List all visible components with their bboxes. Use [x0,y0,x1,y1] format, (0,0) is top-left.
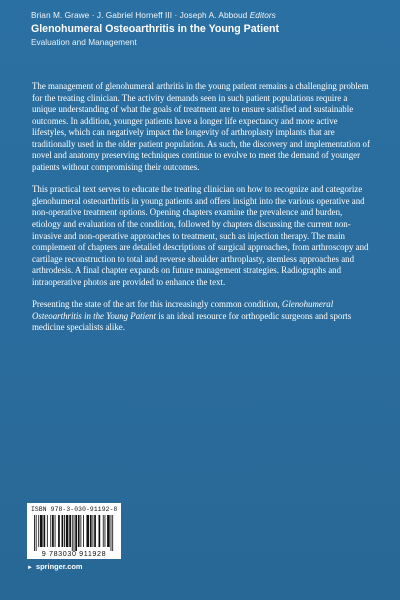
barcode-bar [94,515,96,547]
blurb-book-title: Glenohumeral Osteoarthritis in the Young Patient [32,299,334,321]
editor-separator: · [174,10,178,20]
barcode-bar [62,515,64,547]
editor-separator: · [91,10,95,20]
barcode-bar [66,515,69,547]
book-subtitle: Evaluation and Management [31,37,137,47]
blurb-paragraph-3-start: Presenting the state of the art for this increasingly common condition, [32,299,282,310]
barcode-bar [83,515,84,547]
barcode-bar [107,515,110,547]
barcode-bar [43,515,45,547]
barcode-bar [52,515,54,547]
barcode-bar [78,515,80,547]
barcode-bar [99,515,101,547]
barcode-bar [40,515,43,547]
barcode-bar [38,515,39,547]
editors-line [31,10,381,21]
barcode-bar [50,515,51,547]
isbn-barcode [27,503,121,559]
editors-role: Editors [249,10,276,20]
blurb [32,81,370,345]
blurb-paragraph-1: The management of glenohumeral arthritis in the young patient remains a challenging problem for the treating clinician. The activity demands seen in such patient populations require a unique understanding of what the goals of treatment are to ensure satisfied and sustainable outcomes. In addition, younger patients have a longer life expectancy and more active lifestyles, which can negatively impact the longevity of arthroplasty implants that are traditionally used in the older patient population. As such, the discovery and implementation of novel and anatomy preserving techniques continue to evolve to meet the demand of younger patients without compromising their outcomes. [32,81,370,172]
barcode-bar [92,515,93,547]
barcode-bar [58,515,60,547]
barcode-bar [111,515,112,551]
blurb-paragraph-3-end: is an ideal resource for orthopedic surgeons and sports medicine specialists alike. [32,310,352,333]
barcode-bar [72,515,73,551]
barcode-bar [105,515,106,547]
barcode-digits: 9 783030 911928 [41,549,107,558]
isbn-number: ISBN 978-3-030-91192-8 [31,506,118,513]
publisher-website: springer.com [36,562,83,571]
blurb-paragraph-2: This practical text serves to educate the treating clinician on how to recognize and categorize glenohumeral osteoarthritis in young patients and offers insight into the various operative and non-operative treatment options. Opening chapters examine the prevalence and burden, etiology and evaluation of the condition, followed by chapters discussing the current non-invasive and non-operative approaches to treatment, such as injection therapy. The main complement of chapters are detailed descriptions of surgical approaches, from arthroscopy and cartilage reconstruction to total and reverse shoulder arthroplasty, stemless approaches and arthrodesis. A final chapter expands on future management strategies. Radiographs and intraoperative photos are provided to enhance the text. [32,184,369,287]
barcode-bar [64,515,65,547]
barcode-bar [47,515,48,547]
barcode-bar [112,515,113,551]
barcode-bar [36,515,37,551]
cover-header [31,10,381,48]
barcode-bar [103,515,104,547]
editor-name: Joseph A. Abboud [179,10,248,20]
barcode-bars [31,515,117,551]
book-title: Glenohumeral Osteoarthritis in the Young Patient [31,23,280,35]
editor-name: Brian M. Grawe [31,10,90,20]
barcode-bar [34,515,35,551]
arrow-bullet-icon: ► [27,565,33,571]
barcode-bar [90,515,92,547]
barcode-bar [55,515,56,547]
barcode-bar [75,515,77,551]
blurb-paragraph-3 [32,299,370,334]
barcode-bar [69,515,71,547]
editor-name: J. Gabriel Horneff III [96,10,173,20]
publisher-website-link[interactable] [27,562,82,573]
barcode-bar [80,515,81,547]
barcode-bar [86,515,89,547]
barcode-bar [74,515,75,551]
